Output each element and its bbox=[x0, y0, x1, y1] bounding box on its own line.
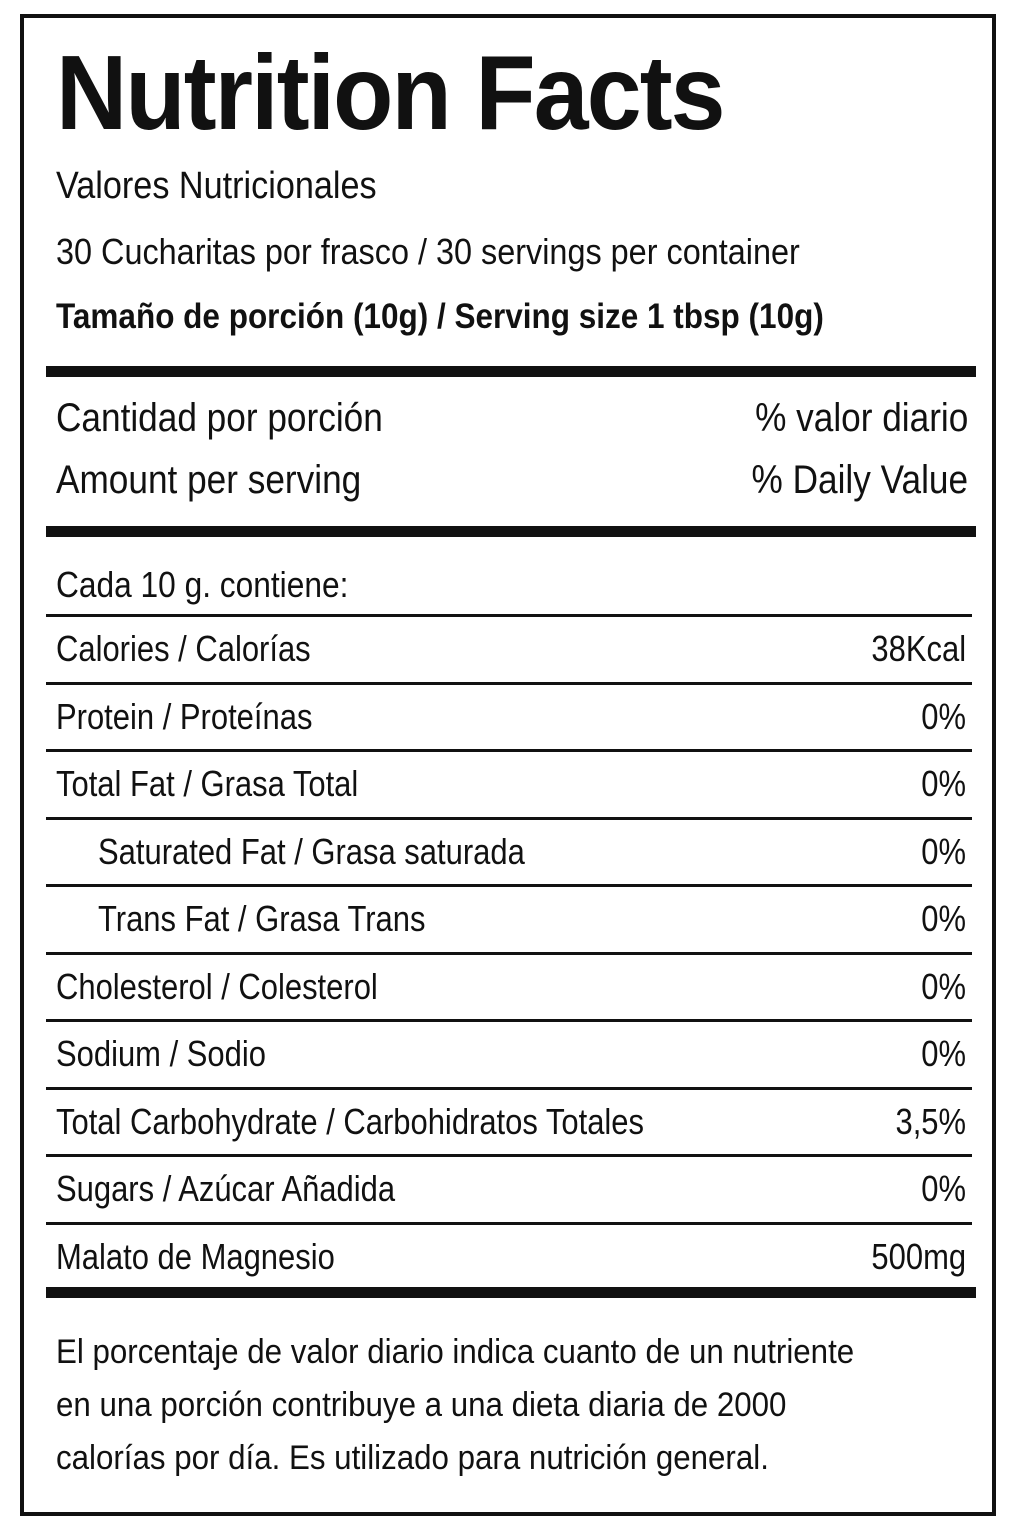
nutrient-value: 0% bbox=[921, 695, 966, 737]
nutrient-rows bbox=[46, 614, 972, 1289]
page-title: Nutrition Facts bbox=[56, 34, 724, 152]
table-row bbox=[46, 1087, 972, 1155]
nutrient-label: Protein / Proteínas bbox=[56, 695, 313, 737]
table-row bbox=[46, 952, 972, 1020]
nutrient-label: Malato de Magnesio bbox=[56, 1235, 335, 1277]
nutrient-value: 0% bbox=[921, 898, 966, 939]
nutrient-value: 0% bbox=[921, 1168, 966, 1209]
footnote-line: en una porción contribuye a una dieta diaria de 2000 bbox=[56, 1386, 787, 1424]
divider-thick-top bbox=[46, 366, 976, 377]
nutrient-value: 38Kcal bbox=[871, 628, 966, 669]
table-row bbox=[46, 749, 972, 817]
footnote bbox=[56, 1326, 956, 1485]
nutrient-label: Trans Fat / Grasa Trans bbox=[98, 898, 426, 939]
nutrient-value: 0% bbox=[921, 830, 966, 872]
table-intro: Cada 10 g. contiene: bbox=[56, 564, 349, 605]
table-row bbox=[46, 614, 972, 682]
header-amount-es: Cantidad por porción bbox=[56, 396, 383, 440]
nutrient-label: Saturated Fat / Grasa saturada bbox=[98, 830, 525, 872]
table-row bbox=[46, 1019, 972, 1087]
header-dv-en: % Daily Value bbox=[751, 458, 968, 502]
subtitle: Valores Nutricionales bbox=[56, 165, 377, 207]
divider-thick-bottom bbox=[46, 1287, 976, 1298]
nutrient-value: 500mg bbox=[871, 1235, 966, 1277]
footnote-line: calorías por día. Es utilizado para nutrición general. bbox=[56, 1439, 769, 1477]
table-row bbox=[46, 682, 972, 750]
header-dv-es: % valor diario bbox=[754, 396, 968, 440]
table-row bbox=[46, 1222, 972, 1290]
servings-per-container: 30 Cucharitas por frasco / 30 servings per container bbox=[56, 231, 800, 272]
nutrient-label: Sugars / Azúcar Añadida bbox=[56, 1168, 396, 1209]
table-row bbox=[46, 817, 972, 885]
nutrient-label: Calories / Calorías bbox=[56, 628, 311, 669]
header-amount-en: Amount per serving bbox=[56, 458, 362, 502]
nutrient-label: Total Fat / Grasa Total bbox=[56, 763, 359, 804]
footnote-line: El porcentaje de valor diario indica cuanto de un nutriente bbox=[56, 1333, 855, 1371]
nutrient-label: Sodium / Sodio bbox=[56, 1033, 266, 1074]
nutrient-label: Total Carbohydrate / Carbohidratos Totales bbox=[56, 1100, 644, 1142]
nutrient-value: 0% bbox=[921, 1033, 966, 1074]
table-row bbox=[46, 884, 972, 952]
serving-size: Tamaño de porción (10g) / Serving size 1 tbsp (10g) bbox=[56, 297, 824, 336]
nutrient-value: 0% bbox=[921, 763, 966, 804]
nutrient-table bbox=[46, 556, 972, 1289]
nutrient-value: 0% bbox=[921, 965, 966, 1007]
table-row bbox=[46, 1154, 972, 1222]
nutrient-value: 3,5% bbox=[895, 1100, 966, 1142]
divider-thick-middle bbox=[46, 526, 976, 537]
nutrient-label: Cholesterol / Colesterol bbox=[56, 965, 378, 1007]
